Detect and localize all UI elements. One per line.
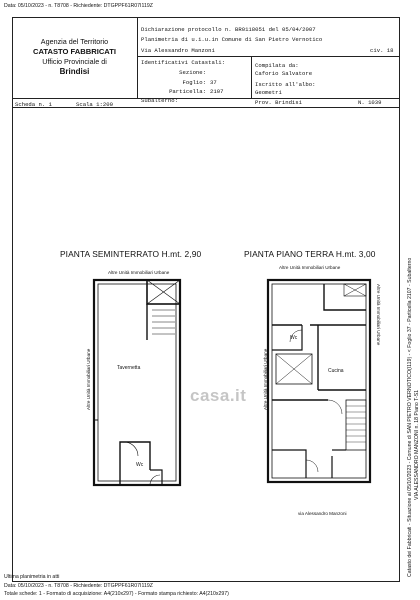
ground-floor-plan-title: PIANTA PIANO TERRA H.mt. 3,00 [244,249,376,259]
particella-label: Particella: [169,88,206,95]
ultima-planimetria: Ultima planimetria in atti [4,574,60,580]
prov-label: Prov. Brindisi [255,99,302,106]
street-label: via Alessandro Manzoni [298,511,347,516]
civic-number: civ. 18 [370,47,394,54]
basement-top-neighbor-label: Altre Unità Immobiliari Urbane [108,270,170,275]
agency-city: Brindisi [59,67,90,76]
watermark-logo: casa.it [190,386,247,405]
dichiarazione-line: Dichiarazione protocollo n. BR0118051 del 05/04/2007 [141,26,316,33]
compilata-value: Caforio Salvatore [255,70,313,77]
sezione-label: Sezione: [179,69,206,76]
agency-office: Ufficio Provinciale di [42,57,107,66]
room-tavernetta: Tavernetta [117,365,141,371]
side-address-line: VIA ALESSANDRO MANZONI n. 18 Piano T-S1 [414,389,420,500]
ground-floor-floorplan [262,270,378,510]
particella-value: 2107 [210,88,224,95]
identificativi-title: Identificativi Catastali: [141,59,225,66]
room-cucina: Cucina [328,368,344,374]
side-catasto-line: Catasto dei Fabbricati - Situazione al 05/10/2023 - Comune di SAN PIETRO VERNOTICO(I119) - < Foglio 37 - Particella 2107 - Subalterno [407,257,413,577]
header-divider-h1 [137,56,400,57]
agency-block [12,17,137,98]
planimetria-line: Planimetria di u.i.u.in Comune di San Pietro Vernotico [141,36,323,43]
room-wc-basement: Wc [136,462,144,468]
room-wc-ground: Wc [290,335,298,341]
basement-floorplan [80,270,200,510]
foglio-value: 37 [210,79,217,86]
iscritto-label: Iscritto all'albo: [255,81,316,88]
footer-format-line: Totale schede: 1 - Formato di acquisizione: A4(210x297) - Formato stampa richiesto: A4(210x297) [4,591,229,597]
ground-right-neighbor-label: Altre Unità Immobiliari Urbane [376,284,381,346]
header-divider-v1 [137,17,138,98]
scheda-label: Scheda n. 1 [15,101,52,108]
basement-plan-title: PIANTA SEMINTERRATO H.mt. 2,90 [60,249,202,259]
ground-top-neighbor-label: Altre Unità Immobiliari Urbane [279,265,341,270]
subalterno-label: Subalterno: [141,97,178,104]
iscritto-value: Geometri [255,89,282,96]
header-divider-h2 [12,98,400,99]
agency-catasto: CATASTO FABBRICATI [33,47,116,56]
compilata-label: Compilata da: [255,62,299,69]
address-line: Via Alessandro Manzoni [141,47,215,54]
print-header-line: Data: 05/10/2023 - n. T8708 - Richiedente: DTGPPF61R07I119Z [4,3,153,9]
ground-side-neighbor-label: Altre Unità Immobiliari Urbane [263,348,268,410]
foglio-label: Foglio: [182,79,206,86]
header-divider-h3 [12,107,400,108]
header-divider-v2 [251,56,252,98]
registration-number: N. 1039 [358,99,382,106]
footer-request-line: Data: 05/10/2023 - n. T8708 - Richiedente: DTGPPF61R07I119Z [4,583,153,589]
basement-side-neighbor-label: Altre Unità Immobiliari Urbane [86,348,91,410]
scala-label: Scala 1:200 [76,101,113,108]
agency-name: Agenzia del Territorio [40,37,109,46]
